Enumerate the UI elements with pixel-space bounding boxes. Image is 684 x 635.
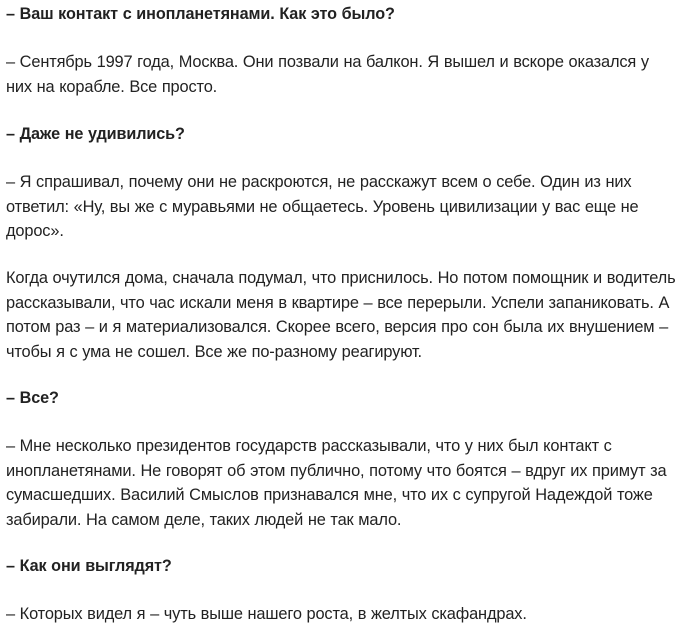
answer-appearance: – Которых видел я – чуть выше нашего роста, в желтых скафандрах. xyxy=(6,605,527,623)
paragraph-woke-up: Когда очутился дома, сначала подумал, что приснилось. Но потом помощник и водитель рассказывали, что час искали меня в квартире – все перерыли. Успели запаниковать. А потом раз – и я материализовался. Скорее всего, версия про сон была их внушением – чтобы я с ума не сошел. Все же по-разному реагируют. xyxy=(6,269,676,361)
answer-surprised: – Я спрашивал, почему они не раскроются, не расскажут всем о себе. Один из них ответил: «Ну, вы же с муравьями не общаетесь. Уровень цивилизации у вас еще не дорос». xyxy=(6,173,639,240)
question-surprised: – Даже не удивились? xyxy=(6,125,185,143)
answer-presidents: – Мне несколько президентов государств рассказывали, что у них был контакт с инопланетянами. Не говорят об этом публично, потому что боятся – вдруг их примут за сумасшедших. Василий Смыслов признавался мне, что их с супругой Надеждой тоже забирали. На самом деле, таких людей не так мало. xyxy=(6,437,667,529)
question-contact: – Ваш контакт с инопланетянами. Как это было? xyxy=(6,5,395,23)
question-all: – Все? xyxy=(6,389,59,407)
question-appearance: – Как они выглядят? xyxy=(6,557,172,575)
answer-contact: – Сентябрь 1997 года, Москва. Они позвали на балкон. Я вышел и вскоре оказался у них на корабле. Все просто. xyxy=(6,53,649,96)
